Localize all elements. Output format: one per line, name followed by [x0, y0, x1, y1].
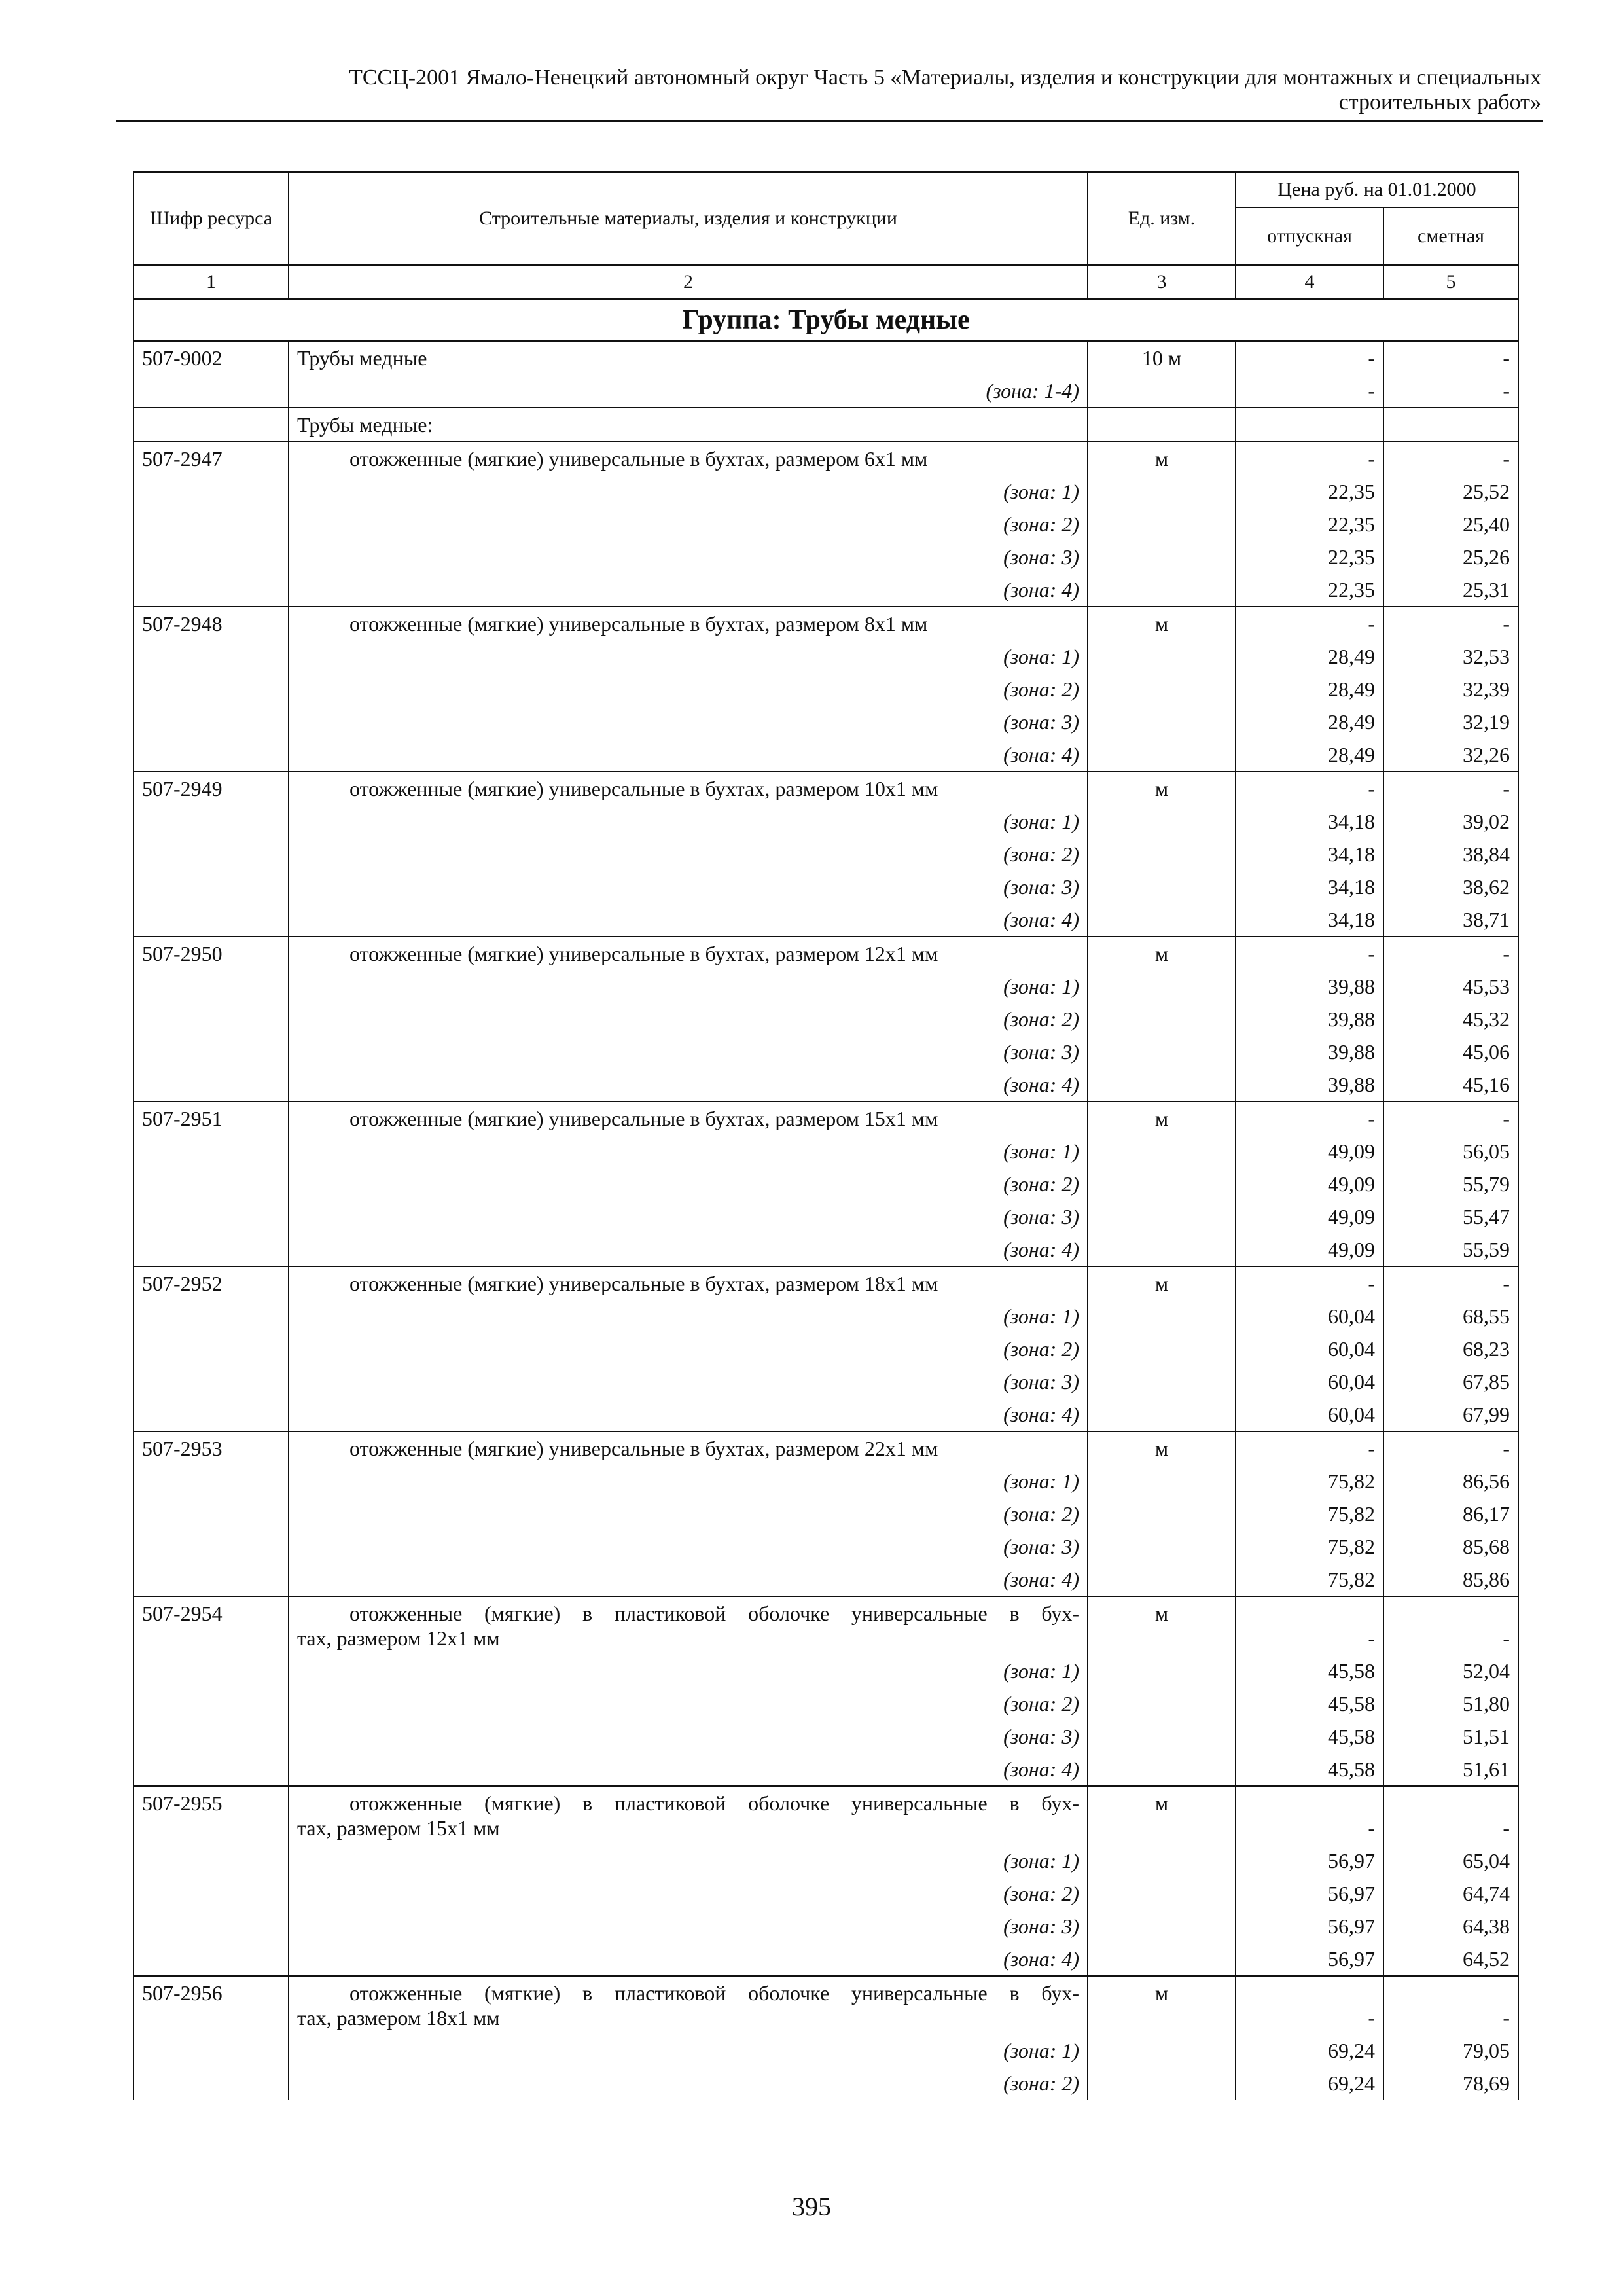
resource-code: 507-2953 [134, 1431, 289, 1465]
table-row [134, 1498, 1518, 1530]
release-price: 69,24 [1236, 2067, 1383, 2100]
table-row [134, 374, 1518, 408]
estimate-price: - [1383, 374, 1518, 408]
zone-label: (зона: 4) [289, 1233, 1088, 1266]
material-name: отожженные (мягкие) универсальные в бухтах, размером 12х1 мм [289, 937, 1088, 970]
release-price: 60,04 [1236, 1365, 1383, 1398]
release-price: 49,09 [1236, 1200, 1383, 1233]
unit: м [1088, 1102, 1236, 1135]
zone-label: (зона: 1) [289, 2034, 1088, 2067]
release-price: 28,49 [1236, 673, 1383, 706]
material-name [289, 1786, 1088, 1844]
zone-label: (зона: 2) [289, 1877, 1088, 1910]
table-row [134, 1720, 1518, 1753]
table-row [134, 1877, 1518, 1910]
col-header-code: Шифр ресурса [134, 172, 289, 265]
release-price: 34,18 [1236, 870, 1383, 903]
release-price: 45,58 [1236, 1687, 1383, 1720]
release-price: - [1236, 1266, 1383, 1300]
table-row [134, 1596, 1518, 1655]
estimate-price: - [1383, 1102, 1518, 1135]
col-header-release: отпускная [1236, 207, 1383, 265]
zone-label: (зона: 3) [289, 541, 1088, 573]
release-price: - [1236, 442, 1383, 475]
release-price: - [1236, 607, 1383, 640]
col-number: 5 [1383, 265, 1518, 299]
zone-label: (зона: 1) [289, 1465, 1088, 1498]
col-header-estimate: сметная [1383, 207, 1518, 265]
estimate-price: 78,69 [1383, 2067, 1518, 2100]
estimate-price: 32,19 [1383, 706, 1518, 738]
release-price: 22,35 [1236, 508, 1383, 541]
table-row [134, 1300, 1518, 1333]
zone-label: (зона: 3) [289, 1035, 1088, 1068]
table-row [134, 1844, 1518, 1877]
estimate-price: 45,06 [1383, 1035, 1518, 1068]
zone-label: (зона: 4) [289, 738, 1088, 772]
estimate-price: 51,51 [1383, 1720, 1518, 1753]
table-row [134, 805, 1518, 838]
table-row [134, 772, 1518, 805]
estimate-price: 55,59 [1383, 1233, 1518, 1266]
release-price: 60,04 [1236, 1398, 1383, 1431]
estimate-price: 67,85 [1383, 1365, 1518, 1398]
group-title: Группа: Трубы медные [134, 299, 1518, 341]
zone-label: (зона: 2) [289, 2067, 1088, 2100]
release-price: 60,04 [1236, 1333, 1383, 1365]
material-name: Трубы медные [289, 341, 1088, 374]
resource-code: 507-2949 [134, 772, 289, 805]
col-header-unit: Ед. изм. [1088, 172, 1236, 265]
release-price: 39,88 [1236, 1003, 1383, 1035]
table-row [134, 970, 1518, 1003]
table-row [134, 442, 1518, 475]
release-price: 39,88 [1236, 1068, 1383, 1102]
resource-code: 507-2948 [134, 607, 289, 640]
header-rule [116, 120, 1543, 122]
estimate-price: 45,32 [1383, 1003, 1518, 1035]
release-price: 39,88 [1236, 970, 1383, 1003]
zone-label: (зона: 1) [289, 475, 1088, 508]
unit: м [1088, 937, 1236, 970]
release-price: 49,09 [1236, 1135, 1383, 1168]
zone-label: (зона: 1) [289, 1135, 1088, 1168]
resource-code: 507-2947 [134, 442, 289, 475]
release-price: - [1236, 772, 1383, 805]
table-row [134, 475, 1518, 508]
release-price: 34,18 [1236, 838, 1383, 870]
release-price: 34,18 [1236, 903, 1383, 937]
table-row [134, 1135, 1518, 1168]
release-price: 34,18 [1236, 805, 1383, 838]
header-line-1: ТССЦ-2001 Ямало-Ненецкий автономный округ Часть 5 «Материалы, изделия и конструкции для монтажных и специальных [349, 65, 1541, 90]
estimate-price: 64,74 [1383, 1877, 1518, 1910]
estimate-price: 45,53 [1383, 970, 1518, 1003]
estimate-price: - [1383, 442, 1518, 475]
unit: м [1088, 1266, 1236, 1300]
zone-label: (зона: 3) [289, 1200, 1088, 1233]
release-price: 56,97 [1236, 1910, 1383, 1943]
release-price: 28,49 [1236, 640, 1383, 673]
unit: м [1088, 607, 1236, 640]
table-row [134, 1233, 1518, 1266]
estimate-price: 86,56 [1383, 1465, 1518, 1498]
zone-label: (зона: 1) [289, 640, 1088, 673]
table-row [134, 1333, 1518, 1365]
zone-label: (зона: 3) [289, 1365, 1088, 1398]
release-price: 56,97 [1236, 1943, 1383, 1976]
resource-code: 507-2951 [134, 1102, 289, 1135]
zone-label: (зона: 4) [289, 1068, 1088, 1102]
table-row [134, 508, 1518, 541]
table-row [134, 607, 1518, 640]
table-row [134, 1976, 1518, 2034]
estimate-price: 85,86 [1383, 1563, 1518, 1596]
release-price: 28,49 [1236, 706, 1383, 738]
resource-code: 507-2955 [134, 1786, 289, 1844]
estimate-price: 25,40 [1383, 508, 1518, 541]
col-header-name: Строительные материалы, изделия и конструкции [289, 172, 1088, 265]
table-row [134, 408, 1518, 442]
price-table-wrapper [133, 171, 1518, 2100]
estimate-price: 32,26 [1383, 738, 1518, 772]
table-row [134, 1168, 1518, 1200]
unit: м [1088, 772, 1236, 805]
table-row [134, 1035, 1518, 1068]
release-price: - [1236, 1786, 1383, 1844]
estimate-price: 39,02 [1383, 805, 1518, 838]
zone-label: (зона: 1) [289, 1844, 1088, 1877]
estimate-price: 55,79 [1383, 1168, 1518, 1200]
release-price: - [1236, 374, 1383, 408]
release-price: - [1236, 937, 1383, 970]
estimate-price: 68,55 [1383, 1300, 1518, 1333]
col-number: 4 [1236, 265, 1383, 299]
material-name-line-1: отожженные (мягкие) в пластиковой оболочке универсальные в бух- [349, 1791, 1079, 1815]
zone-label: (зона: 2) [289, 1168, 1088, 1200]
col-number: 1 [134, 265, 289, 299]
estimate-price: 38,62 [1383, 870, 1518, 903]
page-number: 395 [792, 2192, 831, 2221]
release-price: 75,82 [1236, 1498, 1383, 1530]
zone-label: (зона: 4) [289, 1753, 1088, 1786]
table-row [134, 1530, 1518, 1563]
estimate-price: 65,04 [1383, 1844, 1518, 1877]
release-price: 56,97 [1236, 1877, 1383, 1910]
estimate-price: 38,71 [1383, 903, 1518, 937]
table-row [134, 1786, 1518, 1844]
table-row [134, 1102, 1518, 1135]
zone-label: (зона: 4) [289, 1563, 1088, 1596]
zone-label: (зона: 1-4) [289, 374, 1088, 408]
estimate-price: - [1383, 607, 1518, 640]
estimate-price: - [1383, 1431, 1518, 1465]
table-row [134, 937, 1518, 970]
release-price: 56,97 [1236, 1844, 1383, 1877]
table-row [134, 1687, 1518, 1720]
estimate-price: 32,53 [1383, 640, 1518, 673]
release-price: 22,35 [1236, 573, 1383, 607]
estimate-price: - [1383, 1786, 1518, 1844]
unit: м [1088, 1786, 1236, 1844]
release-price: - [1236, 1976, 1383, 2034]
estimate-price: - [1383, 341, 1518, 374]
table-row [134, 2034, 1518, 2067]
table-row [134, 541, 1518, 573]
release-price: - [1236, 1102, 1383, 1135]
table-row [134, 903, 1518, 937]
resource-code: 507-2952 [134, 1266, 289, 1300]
material-name: отожженные (мягкие) универсальные в бухтах, размером 22х1 мм [289, 1431, 1088, 1465]
unit: м [1088, 1431, 1236, 1465]
table-row [134, 573, 1518, 607]
release-price: 22,35 [1236, 475, 1383, 508]
release-price: 45,58 [1236, 1720, 1383, 1753]
table-row [134, 2067, 1518, 2100]
resource-code: 507-2950 [134, 937, 289, 970]
table-row [134, 1753, 1518, 1786]
estimate-price: - [1383, 1596, 1518, 1655]
estimate-price: 45,16 [1383, 1068, 1518, 1102]
price-table [133, 171, 1519, 2100]
table-row [134, 738, 1518, 772]
table-row [134, 640, 1518, 673]
zone-label: (зона: 1) [289, 1300, 1088, 1333]
zone-label: (зона: 2) [289, 1687, 1088, 1720]
subheading: Трубы медные: [289, 408, 1088, 442]
estimate-price: 55,47 [1383, 1200, 1518, 1233]
table-row [134, 1431, 1518, 1465]
zone-label: (зона: 3) [289, 706, 1088, 738]
estimate-price: 64,38 [1383, 1910, 1518, 1943]
estimate-price: 25,26 [1383, 541, 1518, 573]
zone-label: (зона: 2) [289, 1003, 1088, 1035]
col-header-price: Цена руб. на 01.01.2000 [1236, 172, 1518, 207]
release-price: 22,35 [1236, 541, 1383, 573]
material-name: отожженные (мягкие) универсальные в бухтах, размером 8х1 мм [289, 607, 1088, 640]
unit: 10 м [1088, 341, 1236, 374]
estimate-price: 32,39 [1383, 673, 1518, 706]
material-name [289, 1596, 1088, 1655]
estimate-price: 51,80 [1383, 1687, 1518, 1720]
release-price: 49,09 [1236, 1168, 1383, 1200]
zone-label: (зона: 2) [289, 1498, 1088, 1530]
zone-label: (зона: 4) [289, 573, 1088, 607]
running-header [118, 65, 1541, 115]
release-price: 60,04 [1236, 1300, 1383, 1333]
zone-label: (зона: 2) [289, 1333, 1088, 1365]
estimate-price: 52,04 [1383, 1655, 1518, 1687]
estimate-price: 25,52 [1383, 475, 1518, 508]
material-name [289, 1976, 1088, 2034]
estimate-price: 67,99 [1383, 1398, 1518, 1431]
zone-label: (зона: 1) [289, 805, 1088, 838]
release-price: - [1236, 1431, 1383, 1465]
material-name: отожженные (мягкие) универсальные в бухтах, размером 6х1 мм [289, 442, 1088, 475]
table-row [134, 1465, 1518, 1498]
estimate-price: 51,61 [1383, 1753, 1518, 1786]
material-name-line-1: отожженные (мягкие) в пластиковой оболочке универсальные в бух- [349, 1602, 1079, 1625]
estimate-price: 56,05 [1383, 1135, 1518, 1168]
header-line-2: строительных работ» [1338, 90, 1541, 115]
table-row [134, 1943, 1518, 1976]
unit: м [1088, 442, 1236, 475]
unit: м [1088, 1596, 1236, 1655]
release-price: 49,09 [1236, 1233, 1383, 1266]
release-price: 45,58 [1236, 1753, 1383, 1786]
material-name-line-1: отожженные (мягкие) в пластиковой оболочке универсальные в бух- [349, 1981, 1079, 2005]
zone-label: (зона: 1) [289, 970, 1088, 1003]
release-price: 75,82 [1236, 1465, 1383, 1498]
zone-label: (зона: 4) [289, 1943, 1088, 1976]
table-row [134, 341, 1518, 374]
zone-label: (зона: 3) [289, 870, 1088, 903]
table-row [134, 1398, 1518, 1431]
table-row [134, 706, 1518, 738]
zone-label: (зона: 3) [289, 1720, 1088, 1753]
resource-code: 507-9002 [134, 341, 289, 374]
table-row [134, 1563, 1518, 1596]
release-price: - [1236, 1596, 1383, 1655]
estimate-price: - [1383, 1976, 1518, 2034]
zone-label: (зона: 2) [289, 838, 1088, 870]
col-number: 2 [289, 265, 1088, 299]
release-price: 28,49 [1236, 738, 1383, 772]
estimate-price: 64,52 [1383, 1943, 1518, 1976]
material-name-line-2: тах, размером 18х1 мм [297, 2006, 500, 2030]
estimate-price: 68,23 [1383, 1333, 1518, 1365]
table-row [134, 1200, 1518, 1233]
estimate-price: 79,05 [1383, 2034, 1518, 2067]
estimate-price: - [1383, 772, 1518, 805]
table-row [134, 1068, 1518, 1102]
release-price: 39,88 [1236, 1035, 1383, 1068]
table-row [134, 1003, 1518, 1035]
estimate-price: 86,17 [1383, 1498, 1518, 1530]
zone-label: (зона: 4) [289, 1398, 1088, 1431]
release-price: 45,58 [1236, 1655, 1383, 1687]
estimate-price: 38,84 [1383, 838, 1518, 870]
resource-code: 507-2956 [134, 1976, 289, 2034]
material-name: отожженные (мягкие) универсальные в бухтах, размером 18х1 мм [289, 1266, 1088, 1300]
zone-label: (зона: 3) [289, 1530, 1088, 1563]
table-row [134, 1365, 1518, 1398]
zone-label: (зона: 2) [289, 673, 1088, 706]
table-row [134, 1655, 1518, 1687]
table-row [134, 838, 1518, 870]
material-name: отожженные (мягкие) универсальные в бухтах, размером 15х1 мм [289, 1102, 1088, 1135]
zone-label: (зона: 2) [289, 508, 1088, 541]
zone-label: (зона: 3) [289, 1910, 1088, 1943]
release-price: 69,24 [1236, 2034, 1383, 2067]
resource-code: 507-2954 [134, 1596, 289, 1655]
col-number: 3 [1088, 265, 1236, 299]
table-row [134, 1266, 1518, 1300]
material-name: отожженные (мягкие) универсальные в бухтах, размером 10х1 мм [289, 772, 1088, 805]
material-name-line-2: тах, размером 15х1 мм [297, 1816, 500, 1840]
release-price: 75,82 [1236, 1530, 1383, 1563]
release-price: - [1236, 341, 1383, 374]
table-row [134, 1910, 1518, 1943]
material-name-line-2: тах, размером 12х1 мм [297, 1626, 500, 1650]
table-row [134, 870, 1518, 903]
estimate-price: - [1383, 937, 1518, 970]
zone-label: (зона: 4) [289, 903, 1088, 937]
release-price: 75,82 [1236, 1563, 1383, 1596]
unit: м [1088, 1976, 1236, 2034]
table-row [134, 673, 1518, 706]
estimate-price: 25,31 [1383, 573, 1518, 607]
estimate-price: 85,68 [1383, 1530, 1518, 1563]
zone-label: (зона: 1) [289, 1655, 1088, 1687]
estimate-price: - [1383, 1266, 1518, 1300]
